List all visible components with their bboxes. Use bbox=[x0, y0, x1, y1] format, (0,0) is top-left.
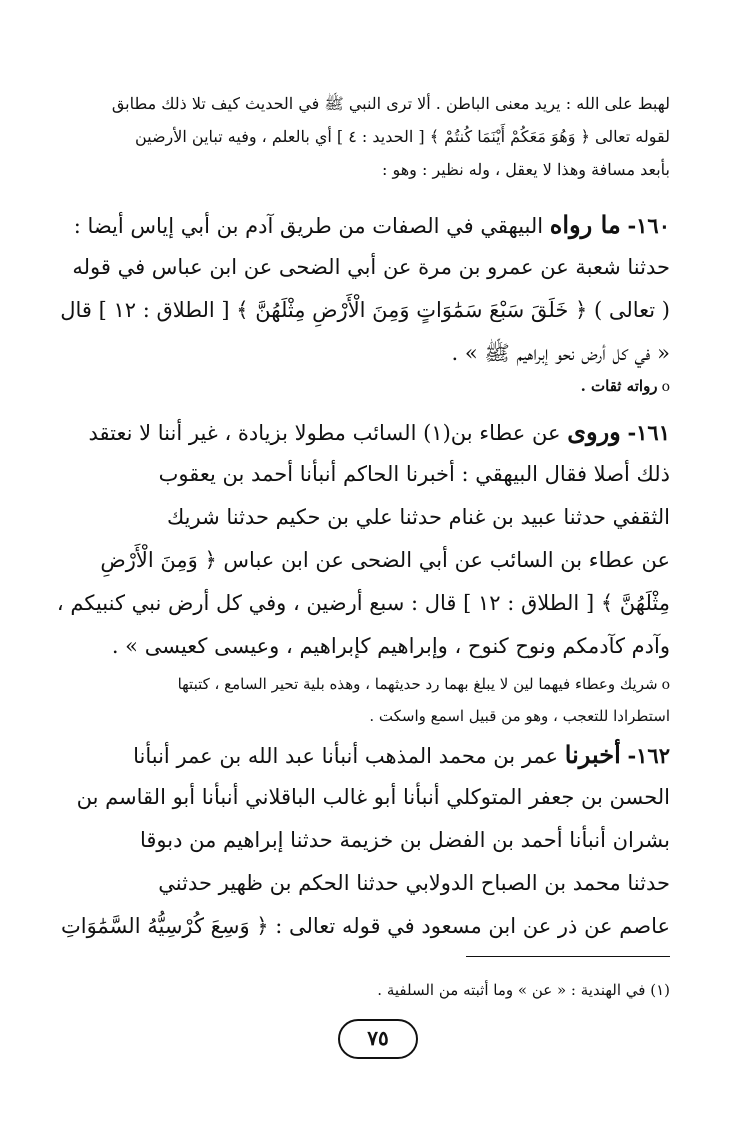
note-circle-icon: o bbox=[661, 677, 670, 693]
text-line: ( تعالى ) ﴿ خَلَقَ سَبْعَ سَمَٰوَاتٍ وَمِنَ الْأَرْضِ مِثْلَهُنَّ ﴾ [ الطلاق : ١٢ ] قال bbox=[60, 298, 670, 322]
note-text: رواته ثقات . bbox=[580, 377, 658, 395]
hadith-161 bbox=[56, 410, 670, 668]
page-number: ٧٥ bbox=[338, 1019, 418, 1059]
hadith-number: ١٦١- bbox=[627, 420, 670, 445]
footnote: (١) في الهندية : « عن » وما أثبته من السلفية . bbox=[377, 981, 670, 999]
text-line: عن عطاء بن(١) السائب مطولا بزيادة ، غير أننا لا نعتقد bbox=[88, 421, 561, 445]
text-line: ذلك أصلا فقال البيهقي : أخبرنا الحاكم أنبأنا أحمد بن يعقوب bbox=[158, 462, 670, 486]
hadith-161-heading-line bbox=[82, 410, 670, 453]
text-line: عمر بن محمد المذهب أنبأنا عبد الله بن عمر أنبأنا bbox=[133, 744, 559, 768]
text-line: حدثنا محمد بن الصباح الدولابي حدثنا الحكم بن ظهير حدثني bbox=[158, 871, 670, 895]
text-line: عاصم عن ذر عن ابن مسعود في قوله تعالى : ﴿ وَسِعَ كُرْسِيُّهُ السَّمَٰوَاتِ bbox=[60, 914, 670, 938]
text-line: عن عطاء بن السائب عن أبي الضحى عن ابن عباس ﴿ وَمِنَ الْأَرْضِ bbox=[100, 548, 670, 572]
text-line: بأبعد مسافة وهذا لا يعقل ، وله نظير : وهو : bbox=[381, 160, 670, 179]
hadith-keyword: وروى bbox=[567, 417, 621, 446]
text-line: البيهقي في الصفات من طريق آدم بن أبي إياس أيضا : bbox=[73, 214, 544, 238]
text-line: وآدم كآدمكم ونوح كنوح ، وإبراهيم كإبراهيم ، وعيسى كعيسى » . bbox=[111, 634, 670, 658]
hadith-keyword: أخبرنا bbox=[564, 740, 621, 769]
text-line: حدثنا شعبة عن عمرو بن مرة عن أبي الضحى عن ابن عباس في قوله bbox=[72, 255, 670, 279]
text-line: لقوله تعالى ﴿ وَهُوَ مَعَكُمْ أَيْنَمَا كُنتُمْ ﴾ [ الحديد : ٤ ] أي بالعلم ، وفيه تباين الأرضين bbox=[134, 127, 670, 146]
note-line bbox=[82, 668, 670, 700]
note-line bbox=[82, 370, 670, 402]
hadith-162 bbox=[60, 733, 670, 948]
hadith-161-note bbox=[82, 668, 670, 732]
hadith-160-note bbox=[82, 370, 670, 402]
hadith-keyword: ما رواه bbox=[549, 210, 621, 239]
hadith-number: ١٦٢- bbox=[627, 743, 670, 768]
note-line: استطرادا للتعجب ، وهو من قبيل اسمع واسكت . bbox=[369, 707, 670, 725]
text-line: الثقفي حدثنا عبيد بن غنام حدثنا علي بن حكيم حدثنا شريك bbox=[166, 505, 670, 529]
intro-paragraph bbox=[82, 87, 670, 186]
text-line: مِثْلَهُنَّ ﴾ [ الطلاق : ١٢ ] قال : سبع أرضين ، وفي كل أرض نبي كنبيكم ، bbox=[56, 591, 670, 615]
note-text: شريك وعطاء فيهما لين لا يبلغ بهما رد حديثهما ، وهذه بلية تحير السامع ، كتبتها bbox=[177, 675, 658, 693]
hadith-160-heading-line bbox=[73, 203, 670, 246]
footnote-divider bbox=[466, 956, 670, 957]
text-line: الحسن بن جعفر المتوكلي أنبأنا أبو غالب الباقلاني أنبأنا أبو القاسم بن bbox=[76, 785, 670, 809]
text-line: « في كل أرض نحو إبراهيم ﷺ » . bbox=[451, 341, 670, 365]
hadith-number: ١٦٠- bbox=[627, 213, 670, 238]
text-line: بشران أنبأنا أحمد بن الفضل بن خزيمة حدثنا إبراهيم من دبوقا bbox=[139, 828, 670, 852]
hadith-160 bbox=[60, 203, 670, 375]
hadith-162-heading-line bbox=[82, 733, 670, 776]
text-line: لهبط على الله : يريد معنى الباطن . ألا ترى النبي ﷺ في الحديث كيف تلا ذلك مطابق bbox=[111, 94, 670, 113]
note-circle-icon: o bbox=[661, 379, 670, 395]
